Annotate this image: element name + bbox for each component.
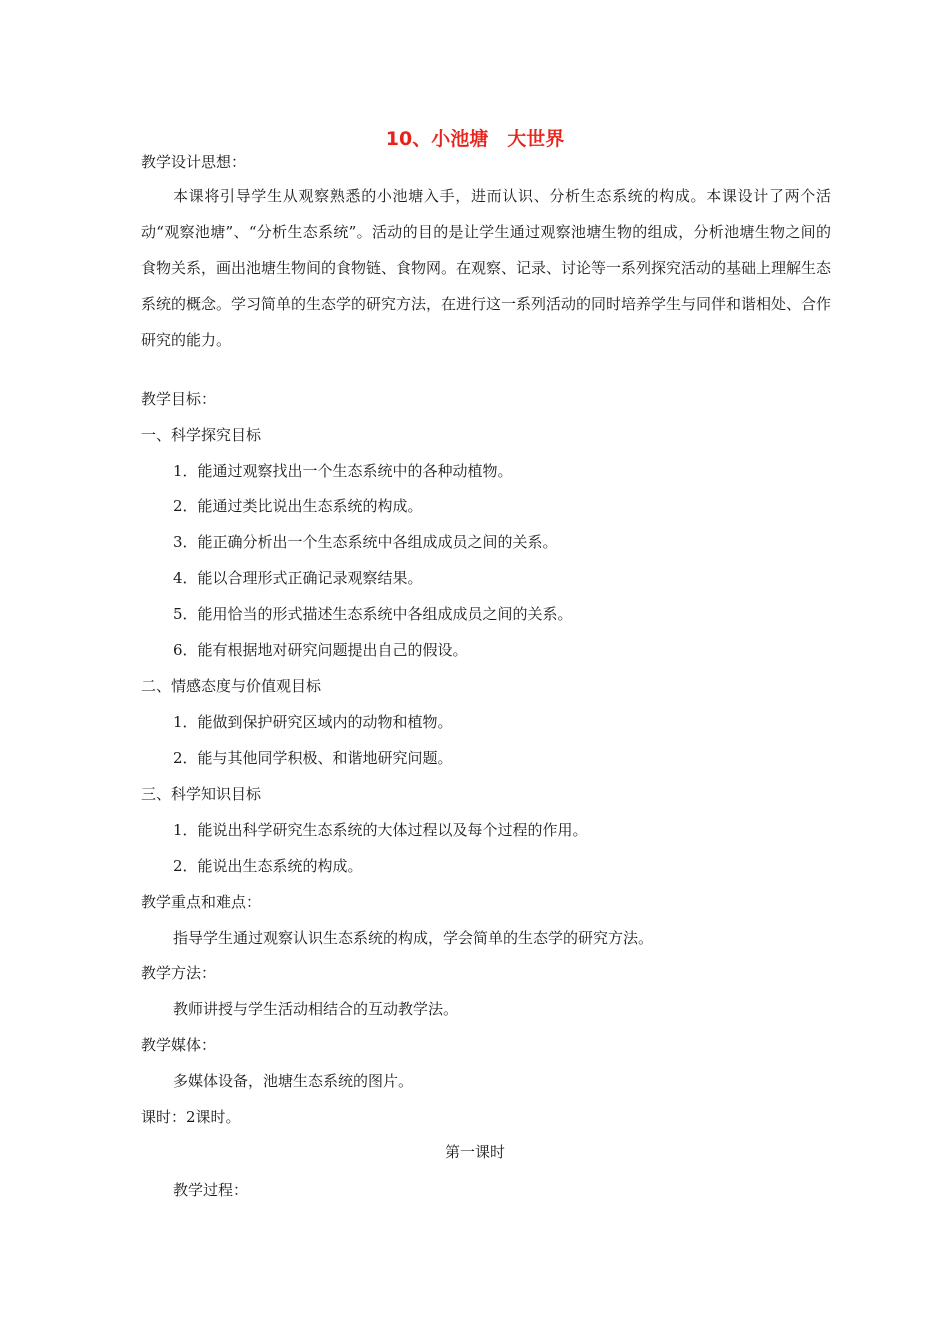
section2-item: 2．能与其他同学积极、和谐地研究问题。 xyxy=(173,749,453,767)
document-title: 10、小池塘 大世界 xyxy=(385,128,565,150)
section3-item: 2．能说出生态系统的构成。 xyxy=(173,857,363,875)
design-heading: 教学设计思想： xyxy=(141,153,247,171)
design-paragraph: 本课将引导学生从观察熟悉的小池塘入手，进而认识、分析生态系统的构成。本课设计了两个活动“观察池塘”、“分析生态系统”。活动的目的是让学生通过观察池塘生物的组成，分析池塘生物之间的食物关系，画出池塘生物间的食物链、食物网。在观察、记录、讨论等一系列探究活动的基础上理解生态系统的概念。学习简单的生态学的研究方法，在进行这一系列活动的同时培养学生与同伴和谐相处、合作研究的能力。 xyxy=(141,187,832,349)
media-heading: 教学媒体： xyxy=(141,1036,217,1054)
process-heading: 教学过程： xyxy=(173,1181,249,1199)
goals-heading: 教学目标： xyxy=(141,390,217,408)
method-heading: 教学方法： xyxy=(141,964,217,982)
section1-item: 1．能通过观察找出一个生态系统中的各种动植物。 xyxy=(173,462,513,480)
section1-item: 5．能用恰当的形式描述生态系统中各组成成员之间的关系。 xyxy=(173,605,573,623)
section1-item: 4．能以合理形式正确记录观察结果。 xyxy=(173,569,423,587)
method-text: 教师讲授与学生活动相结合的互动教学法。 xyxy=(173,1000,459,1018)
section2-item: 1．能做到保护研究区域内的动物和植物。 xyxy=(173,713,453,731)
section3-item: 1．能说出科学研究生态系统的大体过程以及每个过程的作用。 xyxy=(173,821,588,839)
section3-heading: 三、科学知识目标 xyxy=(141,785,262,803)
section1-item: 2．能通过类比说出生态系统的构成。 xyxy=(173,497,423,515)
focus-text: 指导学生通过观察认识生态系统的构成，学会简单的生态学的研究方法。 xyxy=(173,929,654,947)
section1-item: 3．能正确分析出一个生态系统中各组成成员之间的关系。 xyxy=(173,533,558,551)
section1-heading: 一、科学探究目标 xyxy=(141,426,262,444)
focus-heading: 教学重点和难点： xyxy=(141,893,262,911)
hours-text: 课时：2课时。 xyxy=(141,1108,241,1126)
media-text: 多媒体设备，池塘生态系统的图片。 xyxy=(173,1072,414,1090)
lesson-title: 第一课时 xyxy=(444,1143,505,1161)
section1-item: 6．能有根据地对研究问题提出自己的假设。 xyxy=(173,641,468,659)
section2-heading: 二、情感态度与价值观目标 xyxy=(141,677,322,695)
